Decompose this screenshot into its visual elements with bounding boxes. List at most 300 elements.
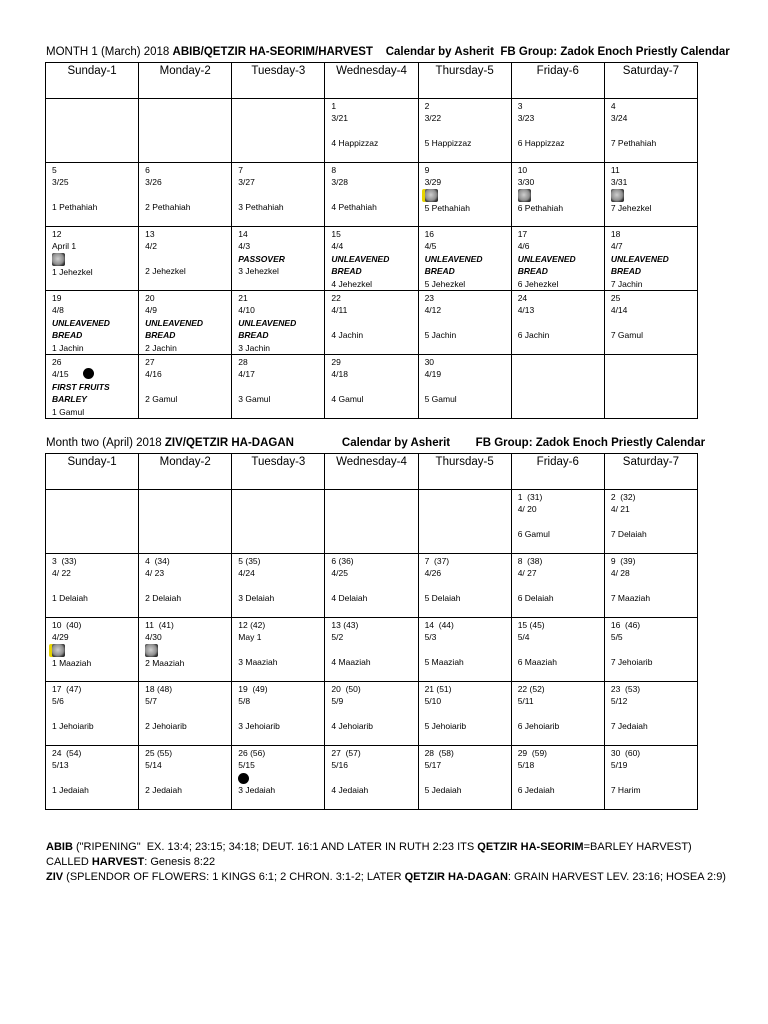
day-text bbox=[425, 708, 511, 720]
day-text bbox=[611, 317, 697, 329]
month2-heading bbox=[46, 437, 705, 449]
new-moon-icon bbox=[83, 368, 94, 379]
full-moon-icon bbox=[425, 189, 438, 202]
day-cell bbox=[232, 554, 325, 618]
day-text bbox=[518, 516, 604, 528]
day-cell bbox=[511, 355, 604, 419]
day-text: 4/ 20 bbox=[517, 504, 537, 515]
day-cell bbox=[46, 99, 139, 163]
feast-label: UNLEAVENED bbox=[331, 253, 390, 264]
day-number: 9 bbox=[424, 165, 430, 175]
day-text: 3/28 bbox=[331, 177, 348, 188]
day-cell bbox=[139, 554, 232, 618]
day-text bbox=[611, 708, 697, 720]
day-number: 29 (59) bbox=[517, 748, 547, 758]
day-cell bbox=[604, 618, 697, 682]
day-number: 2 bbox=[424, 101, 430, 111]
week-row bbox=[46, 618, 698, 682]
day-text bbox=[238, 708, 324, 720]
day-text: 5/6 bbox=[52, 696, 64, 707]
day-number: 19 (49) bbox=[238, 684, 268, 694]
day-cell bbox=[418, 618, 511, 682]
day-number: 27 (57) bbox=[331, 748, 361, 758]
day-text: 4/ 27 bbox=[517, 568, 537, 579]
day-text: 1 Maaziah bbox=[52, 658, 92, 669]
day-number: 15 (45) bbox=[517, 620, 545, 630]
day-text: 3/24 bbox=[610, 113, 628, 124]
day-text: 3/30 bbox=[517, 177, 535, 188]
day-number: 4 (34) bbox=[145, 556, 170, 566]
day-number: 26 (56) bbox=[238, 748, 266, 758]
day-text bbox=[611, 516, 697, 528]
day-text: 3 Delaiah bbox=[238, 593, 275, 604]
day-text: 4/4 bbox=[331, 241, 344, 252]
day-text: 3/31 bbox=[610, 177, 628, 188]
weekday-header: Friday-6 bbox=[511, 63, 604, 99]
day-text bbox=[52, 708, 138, 720]
day-cell bbox=[46, 227, 139, 291]
month1-heading-prefix: MONTH 1 (March) 2018 bbox=[46, 46, 173, 58]
day-cell bbox=[139, 682, 232, 746]
day-text: 3 Jehezkel bbox=[238, 266, 279, 277]
day-cell bbox=[511, 554, 604, 618]
day-cell bbox=[418, 355, 511, 419]
day-text: 4 Happizzaz bbox=[331, 138, 379, 149]
day-text: 5/7 bbox=[145, 696, 157, 707]
day-text: 4 Maaziah bbox=[331, 657, 371, 668]
day-text: 7 Harim bbox=[610, 785, 641, 796]
day-cell bbox=[325, 682, 418, 746]
day-cell bbox=[232, 163, 325, 227]
day-cell bbox=[232, 355, 325, 419]
full-moon-icon bbox=[518, 189, 531, 202]
day-text: 1 Pethahiah bbox=[52, 202, 98, 213]
weekday-header: Saturday-7 bbox=[604, 454, 697, 490]
day-cell bbox=[139, 355, 232, 419]
feast-label: PASSOVER bbox=[238, 253, 285, 264]
day-text: 3 Pethahiah bbox=[238, 202, 284, 213]
week-row bbox=[46, 746, 698, 810]
day-text: 7 Gamul bbox=[610, 330, 643, 341]
day-number: 16 bbox=[424, 229, 435, 239]
day-number: 19 bbox=[52, 293, 62, 304]
day-number: 6 bbox=[145, 165, 150, 175]
day-number: 11 (41) bbox=[145, 620, 174, 630]
day-text: 3 Jachin bbox=[238, 342, 270, 353]
day-text: 3/27 bbox=[238, 177, 255, 188]
weekday-header: Friday-6 bbox=[511, 454, 604, 490]
day-cell bbox=[325, 618, 418, 682]
day-number: 12 (42) bbox=[238, 620, 266, 630]
day-text bbox=[238, 580, 324, 592]
day-text: 4/6 bbox=[517, 241, 530, 252]
day-text: 2 Jedaiah bbox=[145, 785, 183, 796]
weekday-header-row bbox=[46, 454, 698, 490]
day-text: 3/29 bbox=[424, 177, 442, 188]
day-text: 5/8 bbox=[238, 696, 251, 707]
day-number: 21 (51) bbox=[424, 684, 452, 694]
day-text bbox=[611, 772, 697, 784]
day-cell bbox=[46, 554, 139, 618]
day-number: 9 (39) bbox=[610, 556, 636, 566]
day-text: 4/13 bbox=[517, 305, 535, 316]
feast-label: UNLEAVENED bbox=[238, 317, 297, 328]
week-row bbox=[46, 490, 698, 554]
day-text: 7 Jehezkel bbox=[610, 203, 652, 214]
week-row bbox=[46, 227, 698, 291]
day-cell bbox=[604, 682, 697, 746]
day-cell bbox=[46, 490, 139, 554]
day-number: 29 bbox=[331, 357, 341, 368]
day-text: 6 Delaiah bbox=[517, 593, 554, 604]
day-text: 3/21 bbox=[331, 113, 348, 124]
feast-label: BREAD bbox=[238, 330, 269, 341]
day-text bbox=[331, 189, 417, 201]
day-cell bbox=[232, 227, 325, 291]
day-cell bbox=[325, 163, 418, 227]
day-cell bbox=[139, 618, 232, 682]
day-number: 17 (47) bbox=[52, 684, 82, 694]
day-cell bbox=[418, 554, 511, 618]
day-cell bbox=[511, 490, 604, 554]
month1-heading bbox=[46, 46, 730, 58]
feast-label: BREAD bbox=[145, 330, 176, 341]
day-cell bbox=[139, 746, 232, 810]
day-cell bbox=[139, 291, 232, 355]
day-number: 25 (55) bbox=[145, 748, 173, 758]
day-text: 4/29 bbox=[52, 632, 69, 643]
day-number: 18 (48) bbox=[145, 684, 173, 694]
day-text bbox=[611, 580, 697, 592]
day-cell bbox=[604, 163, 697, 227]
day-text: 5/18 bbox=[517, 760, 535, 771]
weekday-header: Saturday-7 bbox=[604, 63, 697, 99]
day-cell bbox=[511, 618, 604, 682]
day-number: 1 (31) bbox=[517, 492, 543, 502]
day-text: 4/14 bbox=[610, 305, 628, 316]
weekday-header: Sunday-1 bbox=[46, 454, 139, 490]
week-row bbox=[46, 163, 698, 227]
day-number: 30 (60) bbox=[610, 748, 641, 758]
day-text bbox=[425, 317, 511, 329]
weekday-header: Thursday-5 bbox=[418, 454, 511, 490]
week-row bbox=[46, 554, 698, 618]
day-number: 23 (53) bbox=[610, 684, 641, 694]
note-abib: ABIB ("RIPENING" EX. 13:4; 23:15; 34:18; DEUT. 16:1 AND LATER IN RUTH 2:23 ITS QETZIR HA-SEORIM=BARLEY HARVEST) bbox=[46, 841, 692, 853]
day-cell bbox=[511, 163, 604, 227]
day-text: 3 Jedaiah bbox=[238, 785, 276, 796]
feast-label: UNLEAVENED bbox=[424, 253, 483, 264]
day-text bbox=[518, 317, 604, 329]
day-text: 2 Gamul bbox=[145, 394, 178, 405]
month1-author: Calendar by Asherit bbox=[385, 46, 494, 58]
day-cell bbox=[418, 291, 511, 355]
day-number: 28 (58) bbox=[424, 748, 454, 758]
day-cell bbox=[511, 227, 604, 291]
day-number: 8 (38) bbox=[517, 556, 543, 566]
day-cell bbox=[418, 163, 511, 227]
day-text: 5 Gamul bbox=[424, 394, 457, 405]
day-text bbox=[611, 644, 697, 656]
day-number: 3 (33) bbox=[52, 556, 77, 566]
day-text: 4/ 22 bbox=[52, 568, 71, 579]
day-cell bbox=[325, 291, 418, 355]
day-cell bbox=[604, 227, 697, 291]
day-text bbox=[425, 644, 511, 656]
day-cell bbox=[511, 746, 604, 810]
day-text bbox=[331, 317, 417, 329]
full-moon-icon bbox=[52, 253, 65, 266]
weekday-header: Thursday-5 bbox=[418, 63, 511, 99]
day-cell bbox=[46, 291, 139, 355]
month2-author: Calendar by Asherit bbox=[341, 437, 451, 449]
day-number: 1 bbox=[331, 101, 337, 111]
day-text: 1 Delaiah bbox=[52, 593, 88, 604]
day-number: 24 (54) bbox=[52, 748, 82, 758]
day-cell bbox=[46, 746, 139, 810]
day-text: 3/26 bbox=[145, 177, 162, 188]
day-cell bbox=[232, 291, 325, 355]
feast-label: UNLEAVENED bbox=[517, 253, 576, 264]
day-text: 7 Jehoiarib bbox=[610, 657, 653, 668]
day-text: 4/7 bbox=[610, 241, 623, 252]
feast-label: BREAD bbox=[331, 266, 362, 277]
day-text: 3/23 bbox=[517, 113, 535, 124]
day-cell bbox=[604, 554, 697, 618]
day-text: 3 Gamul bbox=[238, 394, 271, 405]
feast-label: BREAD bbox=[610, 266, 642, 277]
day-text: 4/5 bbox=[424, 241, 437, 252]
day-number: 11 bbox=[610, 165, 620, 175]
day-text: 4/12 bbox=[424, 305, 442, 316]
day-text: 1 Jehoiarib bbox=[52, 721, 94, 732]
day-text: 5 Jehoiarib bbox=[424, 721, 467, 732]
day-text bbox=[518, 772, 604, 784]
day-text: 4/17 bbox=[238, 369, 255, 380]
weekday-header: Monday-2 bbox=[139, 454, 232, 490]
day-text: 7 Delaiah bbox=[610, 529, 647, 540]
day-text bbox=[238, 189, 324, 201]
day-number: 25 bbox=[610, 293, 621, 304]
month2-group: FB Group: Zadok Enoch Priestly Calendar bbox=[475, 437, 706, 449]
day-text: 4/2 bbox=[145, 241, 157, 252]
day-cell bbox=[511, 682, 604, 746]
feast-label: FIRST FRUITS bbox=[52, 381, 110, 392]
day-cell bbox=[232, 490, 325, 554]
day-cell bbox=[139, 490, 232, 554]
day-text bbox=[238, 381, 324, 393]
day-cell bbox=[46, 682, 139, 746]
day-number: 28 bbox=[238, 357, 248, 368]
day-text: 7 Jachin bbox=[610, 278, 643, 289]
day-text bbox=[145, 708, 231, 720]
day-cell bbox=[325, 355, 418, 419]
day-number: 26 bbox=[52, 357, 62, 368]
day-text: 4 Jachin bbox=[331, 330, 364, 341]
day-cell bbox=[325, 227, 418, 291]
weekday-header: Sunday-1 bbox=[46, 63, 139, 99]
day-text bbox=[238, 644, 324, 656]
day-number: 5 (35) bbox=[238, 556, 261, 566]
day-text: 7 Pethahiah bbox=[610, 138, 657, 149]
feast-label: UNLEAVENED bbox=[610, 253, 669, 264]
day-text: 2 Jehoiarib bbox=[145, 721, 187, 732]
day-number: 13 (43) bbox=[331, 620, 359, 630]
feast-label: BARLEY bbox=[52, 394, 87, 405]
feast-label: BREAD bbox=[517, 266, 548, 277]
day-text: 6 Jehezkel bbox=[517, 278, 559, 289]
day-cell bbox=[139, 227, 232, 291]
day-text: 4 Delaiah bbox=[331, 593, 368, 604]
day-number: 15 bbox=[331, 229, 341, 239]
day-number: 3 bbox=[517, 101, 523, 111]
month2-heading-prefix: Month two (April) 2018 bbox=[46, 437, 165, 449]
note-harvest: CALLED HARVEST: Genesis 8:22 bbox=[46, 856, 216, 868]
day-number: 20 bbox=[145, 293, 155, 304]
day-text: 4/26 bbox=[424, 568, 442, 579]
day-number: 2 (32) bbox=[610, 492, 636, 502]
weekday-header: Wednesday-4 bbox=[325, 63, 418, 99]
day-number: 14 bbox=[238, 229, 248, 239]
day-number: 10 bbox=[517, 165, 528, 175]
day-text bbox=[518, 580, 604, 592]
day-text bbox=[518, 708, 604, 720]
day-number: 24 bbox=[517, 293, 528, 304]
day-text: 5 Jachin bbox=[424, 330, 457, 341]
day-text bbox=[425, 381, 511, 393]
day-text: 4/24 bbox=[238, 568, 255, 579]
day-text: 1 Gamul bbox=[52, 406, 85, 417]
day-number: 21 bbox=[238, 293, 248, 304]
weekday-header: Tuesday-3 bbox=[232, 454, 325, 490]
day-text bbox=[425, 580, 511, 592]
day-number: 8 bbox=[331, 165, 337, 175]
feast-label: UNLEAVENED bbox=[52, 317, 110, 328]
day-text: 4 Gamul bbox=[331, 394, 364, 405]
day-text: 5/5 bbox=[610, 632, 623, 643]
month1-name: ABIB/QETZIR HA-SEORIM/HARVEST bbox=[172, 46, 373, 58]
day-text: 5 Jedaiah bbox=[424, 785, 462, 796]
day-number: 22 bbox=[331, 293, 341, 304]
day-text bbox=[145, 381, 231, 393]
day-text: 4 Pethahiah bbox=[331, 202, 377, 213]
day-text: 2 Maaziah bbox=[145, 658, 185, 669]
full-moon-icon bbox=[145, 644, 158, 657]
month1-group: FB Group: Zadok Enoch Priestly Calendar bbox=[500, 46, 730, 58]
day-text: 5/11 bbox=[517, 696, 534, 707]
day-cell bbox=[604, 746, 697, 810]
day-text: 3 Maaziah bbox=[238, 657, 278, 668]
day-text: 6 Pethahiah bbox=[517, 203, 564, 214]
day-cell bbox=[139, 163, 232, 227]
day-text: 5 Delaiah bbox=[424, 593, 461, 604]
day-text: 4/8 bbox=[52, 305, 64, 316]
day-cell bbox=[418, 746, 511, 810]
day-text bbox=[331, 772, 417, 784]
day-text bbox=[145, 772, 231, 784]
day-text: 4/ 28 bbox=[610, 568, 630, 579]
day-text: 6 Happizzaz bbox=[517, 138, 565, 149]
day-number: 27 bbox=[145, 357, 155, 368]
day-text: 2 Jehezkel bbox=[145, 266, 186, 277]
day-number: 5 bbox=[52, 165, 57, 175]
note-ziv: ZIV (SPLENDOR OF FLOWERS: 1 KINGS 6:1; 2 CHRON. 3:1-2; LATER QETZIR HA-DAGAN: GRAIN HARVEST LEV. 23:16; HOSEA 2:9) bbox=[46, 871, 726, 883]
day-number: 18 bbox=[610, 229, 621, 239]
day-text: 5 Jehezkel bbox=[424, 278, 466, 289]
day-cell bbox=[604, 355, 697, 419]
weekday-header-row bbox=[46, 63, 698, 99]
day-number: 17 bbox=[517, 229, 528, 239]
day-number: 23 bbox=[424, 293, 435, 304]
day-text: 4/10 bbox=[238, 305, 255, 316]
day-text: 2 Jachin bbox=[145, 342, 177, 353]
week-row bbox=[46, 291, 698, 355]
day-text: 4 Jehoiarib bbox=[331, 721, 374, 732]
day-text bbox=[52, 772, 138, 784]
day-text: 5/13 bbox=[52, 760, 69, 771]
day-cell bbox=[232, 746, 325, 810]
day-cell bbox=[604, 99, 697, 163]
day-cell bbox=[604, 291, 697, 355]
day-text: 4 Jehezkel bbox=[331, 278, 373, 289]
day-cell bbox=[46, 355, 139, 419]
day-text: 6 Gamul bbox=[517, 529, 550, 540]
day-text: 1 Jachin bbox=[52, 342, 84, 353]
weekday-header: Monday-2 bbox=[139, 63, 232, 99]
day-text: 5/16 bbox=[331, 760, 348, 771]
day-cell bbox=[46, 618, 139, 682]
day-text bbox=[331, 644, 417, 656]
day-text bbox=[52, 189, 138, 201]
week-row bbox=[46, 99, 698, 163]
day-cell bbox=[511, 291, 604, 355]
day-text bbox=[145, 189, 231, 201]
feast-label: BREAD bbox=[424, 266, 455, 277]
day-number: 13 bbox=[145, 229, 155, 239]
day-cell bbox=[46, 163, 139, 227]
day-text: 3/22 bbox=[424, 113, 442, 124]
day-text: 5/14 bbox=[145, 760, 162, 771]
day-cell bbox=[232, 682, 325, 746]
day-text bbox=[425, 125, 511, 137]
day-text: 7 Maaziah bbox=[610, 593, 651, 604]
day-number: 4 bbox=[610, 101, 616, 111]
day-number: 30 bbox=[424, 357, 435, 368]
full-moon-icon bbox=[52, 644, 65, 657]
day-number: 16 (46) bbox=[610, 620, 641, 630]
day-number: 14 (44) bbox=[424, 620, 454, 630]
day-text: 5/12 bbox=[610, 696, 628, 707]
day-cell bbox=[418, 490, 511, 554]
day-text: 1 Jehezkel bbox=[52, 267, 93, 278]
week-row bbox=[46, 355, 698, 419]
day-text: 4/11 bbox=[331, 305, 348, 316]
day-text: 5/17 bbox=[424, 760, 442, 771]
day-number: 10 (40) bbox=[52, 620, 82, 630]
weekday-header: Wednesday-4 bbox=[325, 454, 418, 490]
day-text: 2 Pethahiah bbox=[145, 202, 191, 213]
day-number: 7 bbox=[238, 165, 244, 175]
feast-label: BREAD bbox=[52, 330, 83, 341]
day-number: 22 (52) bbox=[517, 684, 545, 694]
day-text bbox=[331, 125, 417, 137]
day-cell bbox=[325, 746, 418, 810]
day-text: 4/ 21 bbox=[610, 504, 630, 515]
day-text: 5/15 bbox=[238, 760, 255, 771]
day-text: 5/10 bbox=[424, 696, 442, 707]
day-cell bbox=[325, 99, 418, 163]
day-text: 3 Jehoiarib bbox=[238, 721, 280, 732]
